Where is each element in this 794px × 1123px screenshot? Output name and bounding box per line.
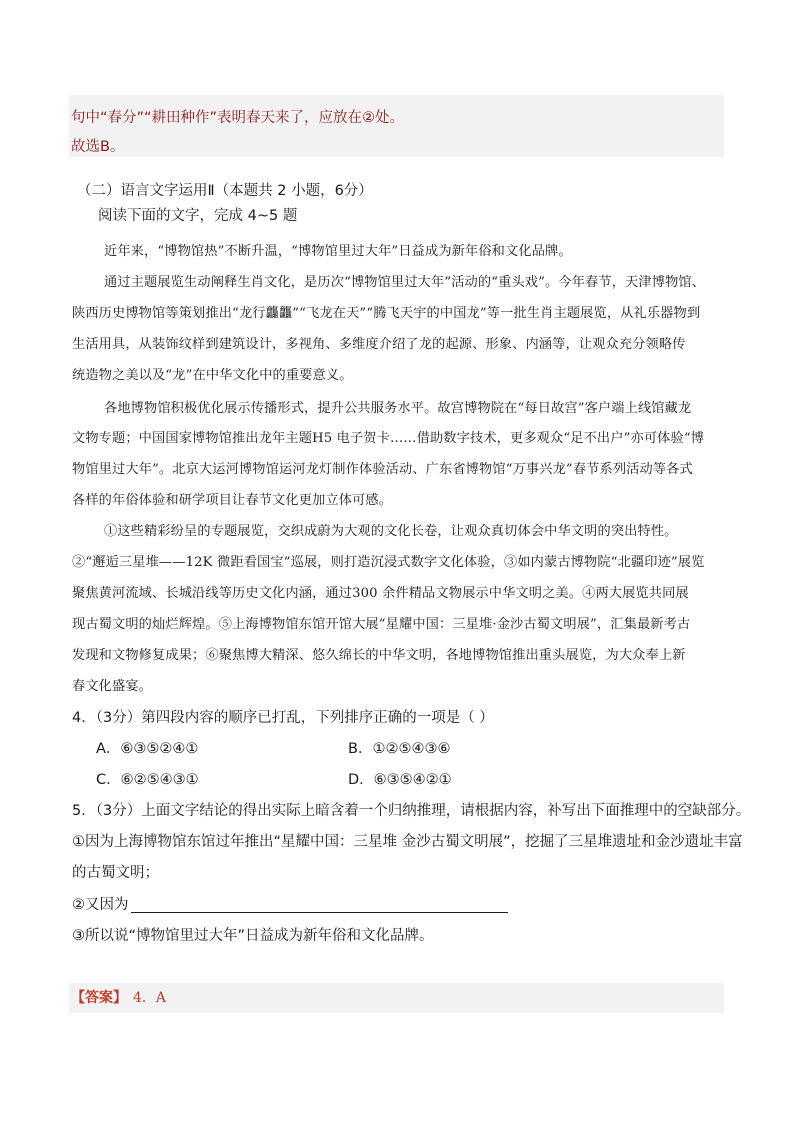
question-4-option-b[interactable]: B．①②⑤④③⑥ (348, 741, 451, 757)
question-5-stem: 5．（3分）上面文字结论的得出实际上暗含着一个归纳推理，请根据内容，补写出下面推理中的空缺部分。 (72, 803, 751, 819)
passage-line: 各样的年俗体验和研学项目让春节文化更加立体可感。 (72, 493, 393, 508)
question-5-line-4: ③所以说“博物馆里过大年”日益成为新年俗和文化品牌。 (72, 928, 434, 944)
section-instruction: 阅读下面的文字，完成 4~5 题 (98, 208, 298, 224)
passage-line: 陕西历史博物馆等策划推出“龙行龘龘”“飞龙在天”“腾飞天宇的中国龙”等一批生肖主题展览，从礼乐器物到 (72, 306, 701, 321)
explanation-line-1: 句中“春分”“耕田种作”表明春天来了，应放在②处。 (71, 110, 405, 126)
answer-box (69, 983, 724, 1013)
passage-line: 通过主题展览生动阐释生肖文化，是历次“博物馆里过大年”活动的“重头戏”。今年春节，天津博物馆、 (104, 275, 706, 290)
passage-line: 发现和文物修复成果；⑥聚焦博大精深、悠久绵长的中华文明，各地博物馆推出重头展览，为大众奉上新 (72, 648, 686, 663)
answer-label: 【答案】 (71, 990, 127, 1006)
passage-line: 聚焦黄河流域、长城沿线等历史文化内涵，通过300 余件精品文物展示中华文明之美。④两大展览共同展 (72, 586, 689, 601)
passage-line: ②“邂逅三星堆——12K 微距看国宝”巡展，则打造沉浸式数字文化体验，③如内蒙古博物院“北疆印迹”展览 (72, 555, 705, 570)
question-5-line-3: ②又因为 (72, 897, 129, 913)
answer-value: 4．A (133, 990, 167, 1006)
passage-line: 春文化盛宴。 (72, 679, 153, 694)
passage-line: ①这些精彩纷呈的专题展览，交织成蔚为大观的文化长卷，让观众真切体会中华文明的突出特性。 (104, 524, 678, 539)
passage-line: 各地博物馆积极优化展示传播形式，提升公共服务水平。故宫博物院在“每日故宫”客户端上线馆藏龙 (104, 401, 692, 416)
passage-line: 近年来，“博物馆热”不断升温，“博物馆里过大年”日益成为新年俗和文化品牌。 (104, 244, 572, 259)
passage-line: 文物专题；中国国家博物馆推出龙年主题H5 电子贺卡……借助数字技术，更多观众“足不出户”亦可体验“博 (72, 431, 705, 446)
explanation-box (69, 95, 724, 157)
question-4-stem: 4．（3分）第四段内容的顺序已打乱，下列排序正确的一项是（ ） (72, 710, 494, 726)
question-4-option-c[interactable]: C．⑥②⑤④③① (96, 772, 199, 788)
passage-line: 物馆里过大年”。北京大运河博物馆运河龙灯制作体验活动、广东省博物馆“万事兴龙”春节系列活动等各式 (72, 462, 693, 477)
explanation-line-2: 故选B。 (71, 139, 125, 155)
passage-line: 统造物之美以及“龙”在中华文化中的重要意义。 (72, 368, 353, 383)
question-4-option-d[interactable]: D．⑥③⑤④②① (348, 772, 452, 788)
passage-line: 生活用具，从装饰纹样到建筑设计，多视角、多维度介绍了龙的起源、形象、内涵等，让观众充分领略传 (72, 337, 686, 352)
question-5-line-2: 的古蜀文明； (72, 865, 159, 881)
question-4-option-a[interactable]: A．⑥③⑤②④① (96, 741, 199, 757)
answer-blank[interactable] (131, 912, 508, 913)
section-heading: （二）语言文字运用Ⅱ（本题共 2 小题，6分） (77, 183, 373, 199)
passage-line: 现古蜀文明的灿烂辉煌。⑤上海博物馆东馆开馆大展“星耀中国：三星堆·金沙古蜀文明展”，汇集最新考古 (72, 617, 691, 632)
question-5-line-1: ①因为上海博物馆东馆过年推出“星耀中国：三星堆 金沙古蜀文明展”，挖掘了三星堆遗址和金沙遗址丰富 (72, 834, 743, 850)
